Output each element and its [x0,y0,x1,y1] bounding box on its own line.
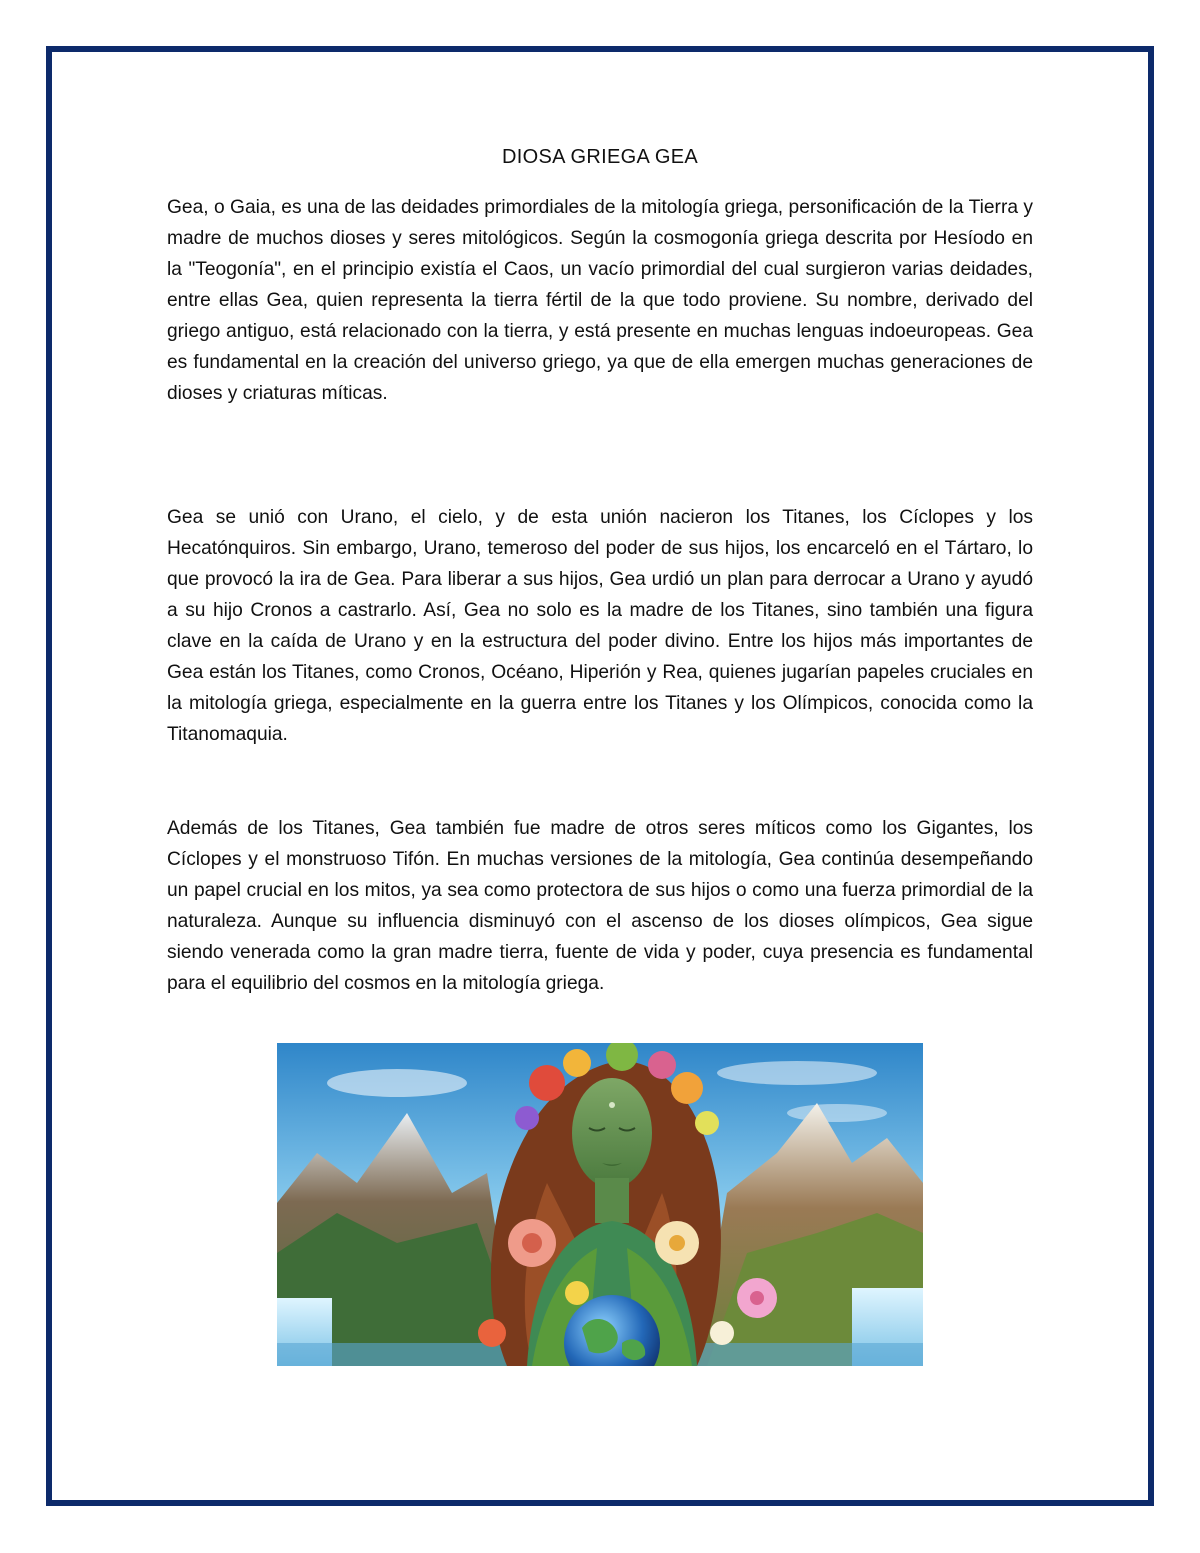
gaia-illustration [277,1043,923,1366]
paragraph-3: Además de los Titanes, Gea también fue madre de otros seres míticos como los Gigantes, los Cíclopes y el monstruoso Tifón. En muchas versiones de la mitología, Gea continúa desempeñando un papel crucial en los mitos, ya sea como protectora de sus hijos o como una fuerza primordial de la naturaleza. Aunque su influencia disminuyó con el ascenso de los dioses olímpicos, Gea sigue siendo venerada como la gran madre tierra, fuente de vida y poder, cuya presencia es fundamental para el equilibrio del cosmos en la mitología griega. [167,818,1033,994]
paragraph-2: Gea se unió con Urano, el cielo, y de esta unión nacieron los Titanes, los Cíclopes y los Hecatónquiros. Sin embargo, Urano, temeroso del poder de sus hijos, los encarceló en el Tártaro, lo que provocó la ira de Gea. Para liberar a sus hijos, Gea urdió un plan para derrocar a Urano y ayudó a su hijo Cronos a castrarlo. Así, Gea no solo es la madre de los Titanes, sino también una figura clave en la caída de Urano y en la estructura del poder divino. Entre los hijos más importantes de Gea están los Titanes, como Cronos, Océano, Hiperión y Rea, quienes jugarían papeles cruciales en la mitología griega, especialmente en la guerra entre los Titanes y los Olímpicos, conocida como la Titanomaquia. [167,507,1033,745]
document-title: DIOSA GRIEGA GEA [502,146,698,168]
paragraph-1: Gea, o Gaia, es una de las deidades primordiales de la mitología griega, personificación de la Tierra y madre de muchos dioses y seres mitológicos. Según la cosmogonía griega descrita por Hesíodo en la "Teogonía", en el principio existía el Caos, un vacío primordial del cual surgieron varias deidades, entre ellas Gea, quien representa la tierra fértil de la que todo proviene. Su nombre, derivado del griego antiguo, está relacionado con la tierra, y está presente en muchas lenguas indoeuropeas. Gea es fundamental en la creación del universo griego, ya que de ella emergen muchas generaciones de dioses y criaturas míticas. [167,197,1033,404]
